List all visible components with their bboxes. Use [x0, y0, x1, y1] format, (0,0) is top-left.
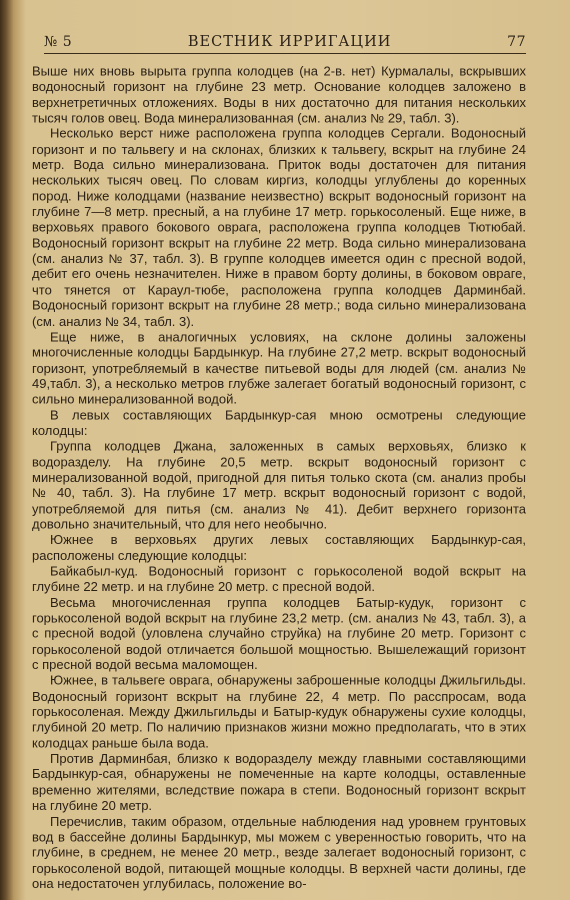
paragraph: Против Дарминбая, близко к водоразделу между главными составляющими Бардынкур-сая, обнаружены не помеченные на карте колодцы, оставленные временно жителями, вследствие пожара в степи. Водоносный горизонт вскрыт на глубине 20 метр.	[32, 751, 526, 813]
running-header	[44, 28, 526, 54]
paragraph: Южнее в верховьях других левых составляющих Бардынкур-сая, расположены следующие колодцы:	[32, 532, 526, 563]
paragraph: Южнее, в тальвеге оврага, обнаружены заброшенные колодцы Джильгильды. Водоносный горизонт вскрыт на глубине 22, 4 метр. По расспросам, вода горькосоленая. Между Джильгильды и Батыр-кудук обнаружены сухие колодцы, глубиной 20 метр. По наличию признаков жизни можно предполагать, что в этих колодцах раньше была вода.	[32, 673, 526, 751]
issue-number: № 5	[44, 34, 73, 50]
paragraph: Перечислив, таким образом, отдельные наблюдения над уровнем грунтовых вод в бассейне долины Бардынкур, мы можем с уверенностью говорить, что на глубине, в среднем, не менее 20 метр., везде залегает водоносный горизонт, с горькосоленой водой, питающей мощные колодцы. В верхней части долины, где она недостаточен углубилась, положение во-	[32, 814, 526, 891]
journal-title: ВЕСТНИК ИРРИГАЦИИ	[187, 34, 392, 50]
paragraph: Еще ниже, в аналогичных условиях, на склоне долины заложены многочисленные колодцы Бардынкур. На глубине 27,2 метр. вскрыт водоносный горизонт, употребляемый в качестве питьевой воды для людей (см. анализ № 49,табл. 3), а несколько метров глубже залегает богатый водоносный горизонт, с сильно минерализованной водой.	[32, 329, 526, 407]
paragraph: Группа колодцев Джана, заложенных в самых верховьях, близко к водоразделу. На глубине 20,5 метр. вскрыт водоносный горизонт с минерализованной водой, пригодной для питья только скота (см. анализ пробы № 40, табл. 3). На глубине 17 метр. вскрыт водоносный горизонт с водой, употребляемой для питья (см. анализ № 41). Дебит верхнего горизонта довольно значительный, что для него необычно.	[32, 439, 526, 532]
article-body	[32, 64, 526, 892]
paragraph: Байкабыл-куд. Водоносный горизонт с горькосоленой водой вскрыт на глубине 22 метр. и на глубине 20 метр. с пресной водой.	[32, 564, 526, 595]
paragraph: Выше них вновь вырыта группа колодцев (на 2-в. нет) Курмалалы, вскрывших водоносный горизонт на глубине 23 метр. Основание колодцев заложено в верхнетретичных отложениях. Воды в них достаточно для питания нескольких тысяч голов овец. Вода минерализованная (см. анализ № 29, табл. 3).	[32, 64, 526, 126]
paragraph: Весьма многочисленная группа колодцев Батыр-кудук, горизонт с горькосоленой водой вскрыт на глубине 23,2 метр. (см. анализ № 43, табл. 3), а с пресной водой (уловлена случайно струйка) на глубине 20 метр. Горизонт с горькосоленой водой отличается большой мощностью. Вышележащий горизонт с пресной водой весьма маломощен.	[32, 595, 526, 673]
paragraph: В левых составляющих Бардынкур-сая мною осмотрены следующие колодцы:	[32, 407, 526, 438]
paragraph: Несколько верст ниже расположена группа колодцев Сергали. Водоносный горизонт и по тальвегу и на склонах, близких к тальвегу, вскрыт на глубине 24 метр. Вода сильно минерализована. Приток воды достаточен для питания нескольких тысяч овец. По словам киргиз, колодцы углублены до коренных пород. Ниже колодцами (название неизвестно) вскрыт водоносный горизонт на глубине 7—8 метр. пресный, а на глубине 17 метр. горькосоленый. Еще ниже, в верховьях правого бокового оврага, расположена группа колодцев Тютюбай. Водоносный горизонт вскрыт на глубине 22 метр. Вода сильно минерализована (см. анализ № 37, табл. 3). В группе колодцев имеется один с пресной водой, дебит его очень незначителен. Ниже в правом борту долины, в боковом овраге, что тянется от Караул-тюбе, расположена группа колодцев Дарминбай. Водоносный горизонт вскрыт на глубине 28 метр.; вода сильно минерализована (см. анализ № 34, табл. 3).	[32, 126, 526, 329]
page-number: 77	[507, 34, 526, 50]
